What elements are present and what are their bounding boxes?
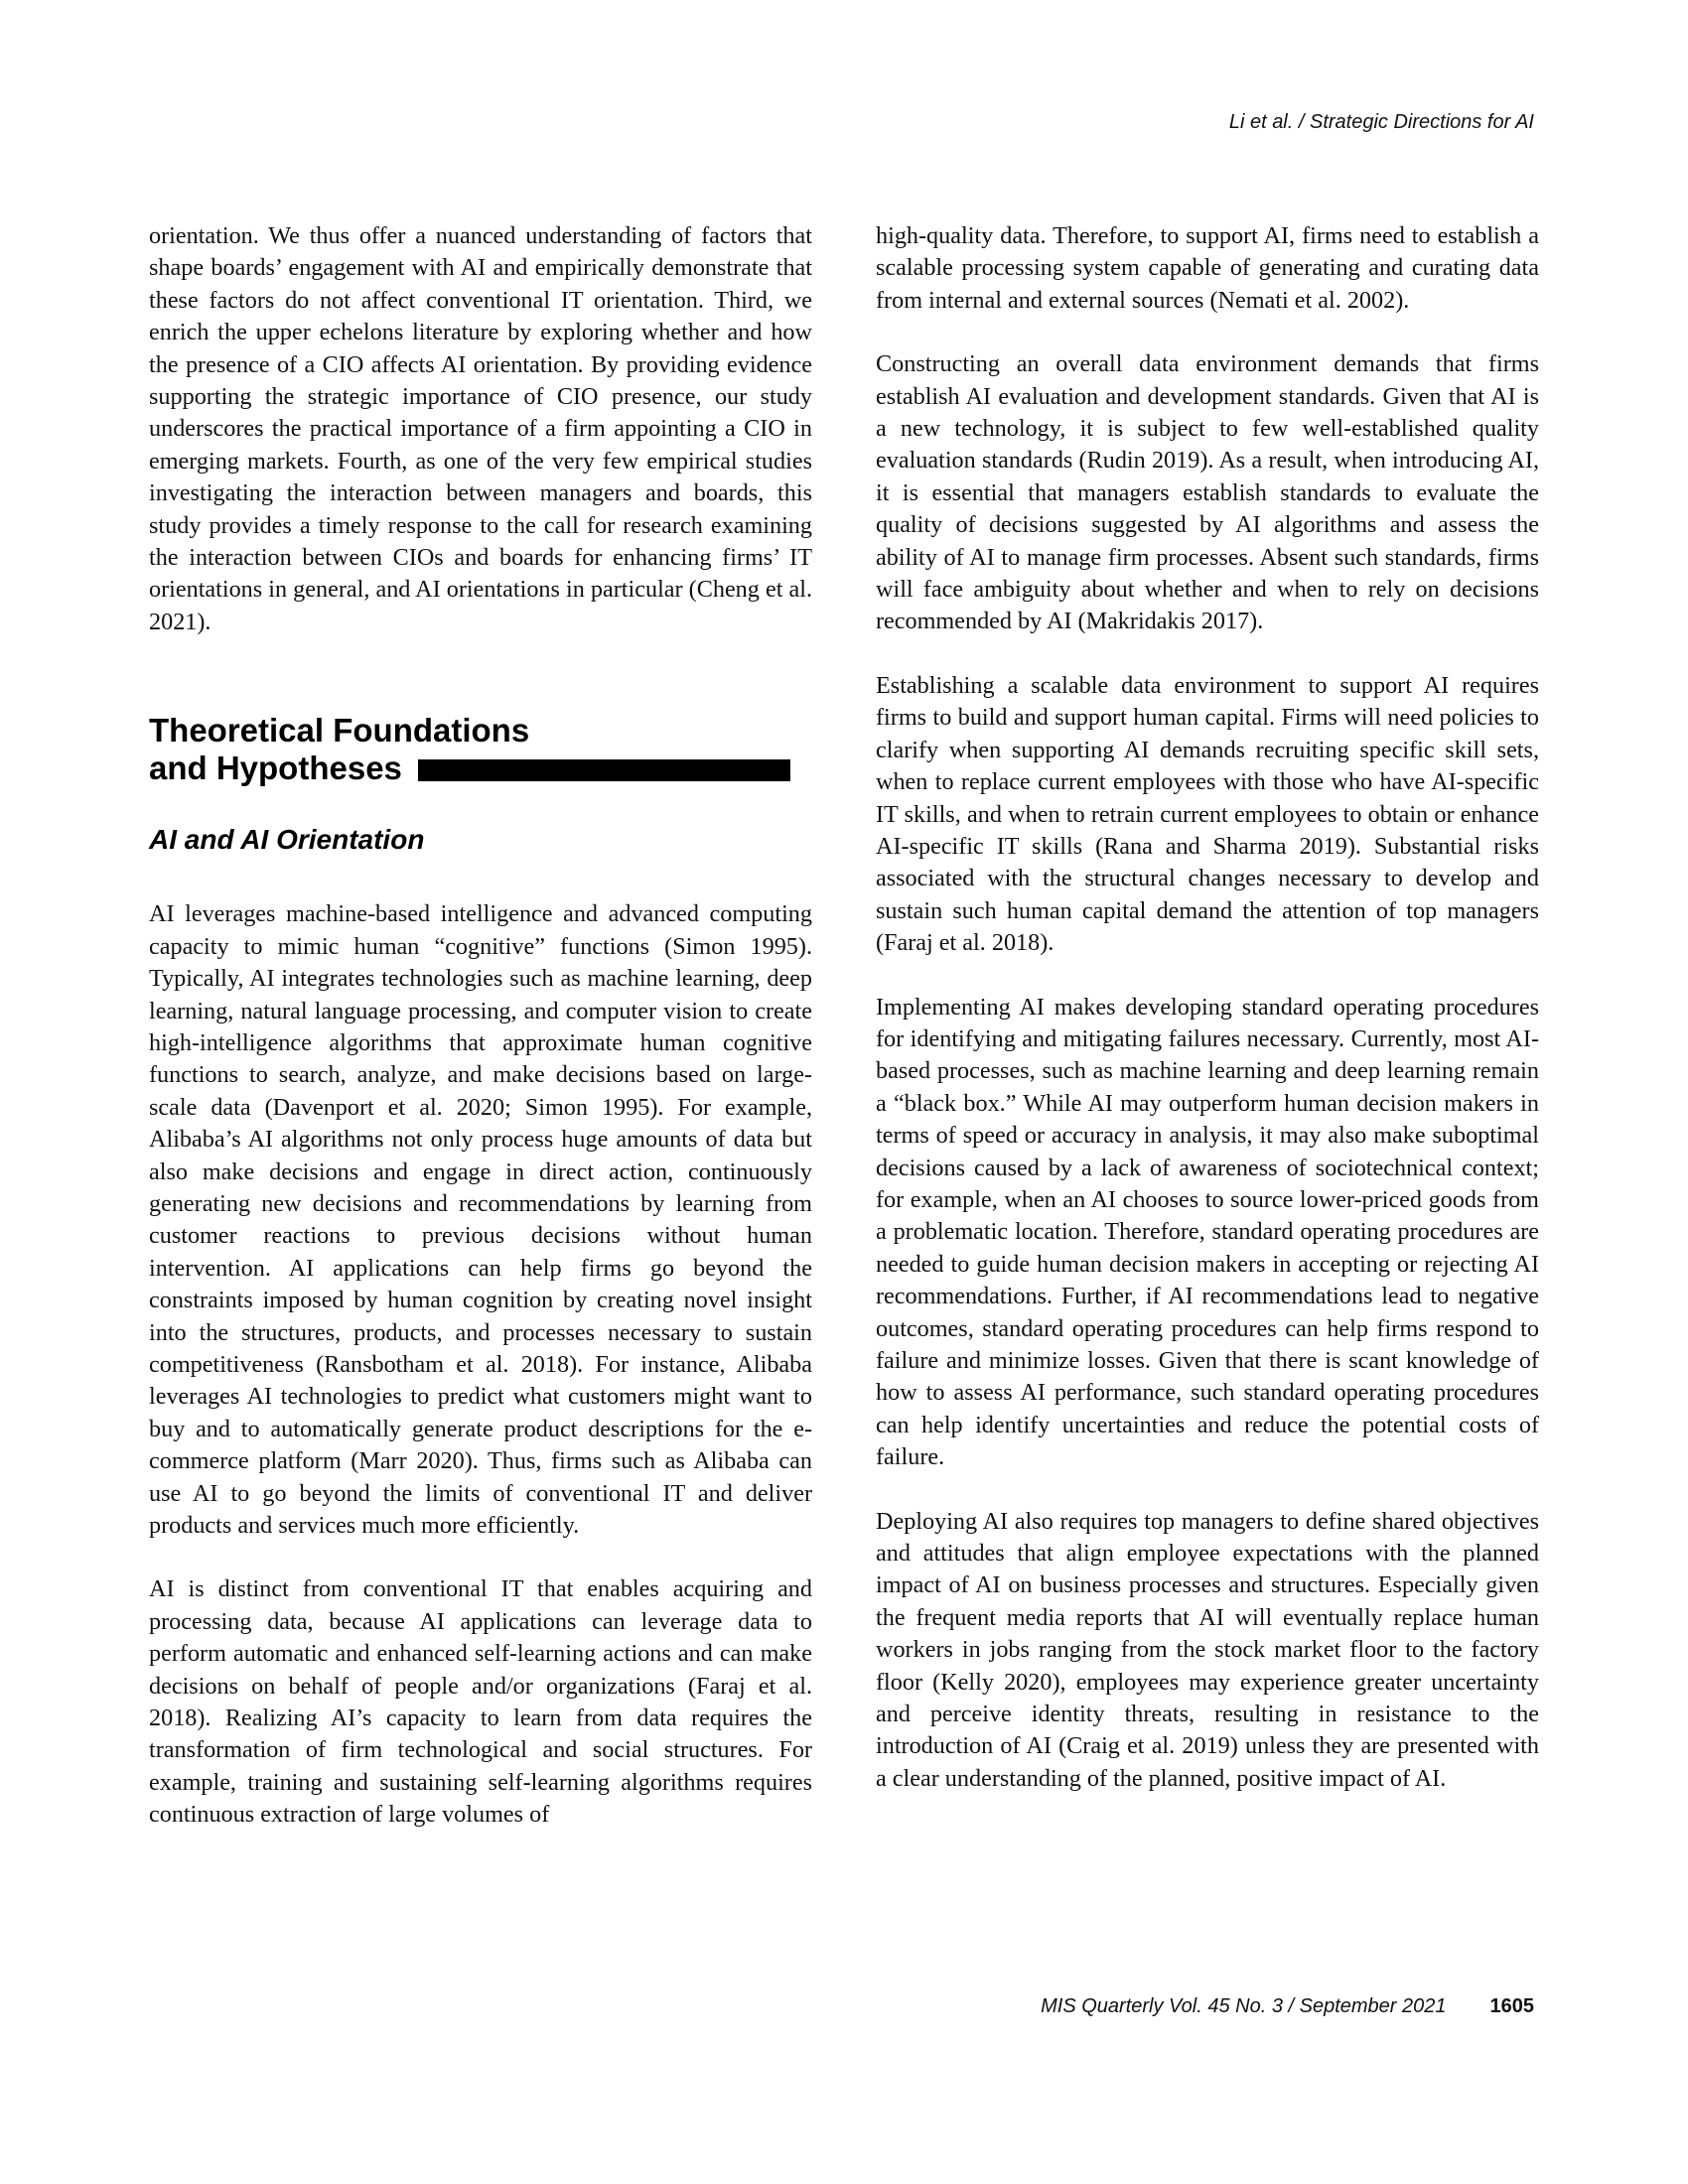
- body-paragraph-right-2: Constructing an overall data environment demands that firms establish AI evaluation and development standards. Given that AI is a new technology, it is subject to few well-established quality evaluation standards (Rudin 2019). As a result, when introducing AI, it is essential that managers establish standards to evaluate the quality of decisions suggested by AI algorithms and assess the ability of AI to manage firm processes. Absent such standards, firms will face ambiguity about whether and when to rely on decisions recommended by AI (Makridakis 2017).: [876, 350, 1539, 635]
- body-paragraph-right-4: Implementing AI makes developing standard operating procedures for identifying and mitigating failures necessary. Currently, most AI-based processes, such as machine learning and deep learning remain a “black box.” While AI may outperform human decision makers in terms of speed or accuracy in analysis, it may also make suboptimal decisions caused by a lack of awareness of sociotechnical context; for example, when an AI chooses to source lower-priced goods from a problematic location. Therefore, standard operating procedures are needed to guide human decision makers in accepting or rejecting AI recommendations. Further, if AI recommendations lead to negative outcomes, standard operating procedures can help firms respond to failure and minimize losses. Given that there is scant knowledge of how to assess AI performance, such standard operating procedures can help identify uncertainties and reduce the potential costs of failure.: [876, 993, 1539, 1471]
- page-footer: [1041, 1995, 1534, 2018]
- intro-paragraph: orientation. We thus offer a nuanced understanding of factors that shape boards’ engagement with AI and empirically demonstrate that these factors do not affect conventional IT orientation. Third, we enrich the upper echelons literature by exploring whether and how the presence of a CIO affects AI orientation. By providing evidence supporting the strategic importance of CIO presence, our study underscores the practical importance of a firm appointing a CIO in emerging markets. Fourth, as one of the very few empirical studies investigating the interaction between managers and boards, this study provides a timely response to the call for research examining the interaction between CIOs and boards for enhancing firms’ IT orientations in general, and AI orientations in particular (Cheng et al. 2021).: [149, 222, 812, 635]
- section-heading-line-2-text: and Hypotheses: [149, 750, 402, 787]
- journal-citation: MIS Quarterly Vol. 45 No. 3 / September 2021: [1041, 1995, 1447, 2017]
- right-column: [876, 220, 1539, 1827]
- body-paragraph-right-5: Deploying AI also requires top managers to define shared objectives and attitudes that align employee expectations with the planned impact of AI on business processes and structures. Especially given the frequent media reports that AI will eventually replace human workers in jobs ranging from the stock market floor to the factory floor (Kelly 2020), employees may experience greater uncertainty and perceive identity threats, resulting in resistance to the introduction of AI (Craig et al. 2019) unless they are presented with a clear understanding of the planned, positive impact of AI.: [876, 1507, 1539, 1792]
- section-heading-line-2: [149, 750, 812, 787]
- body-paragraph-left-1: AI leverages machine-based intelligence and advanced computing capacity to mimic human “cognitive” functions (Simon 1995). Typically, AI integrates technologies such as machine learning, deep learning, natural language processing, and computer vision to create high-intelligence algorithms that approximate human cognitive functions to search, analyze, and make decisions based on large-scale data (Davenport et al. 2020; Simon 1995). For example, Alibaba’s AI algorithms not only process huge amounts of data but also make decisions and engage in direct action, continuously generating new decisions and recommendations by learning from customer reactions to previous decisions without human intervention. AI applications can help firms go beyond the constraints imposed by human cognition by creating novel insight into the structures, products, and processes necessary to sustain competitiveness (Ransbotham et al. 2018). For instance, Alibaba leverages AI technologies to predict what customers might want to buy and to automatically generate product descriptions for the e-commerce platform (Marr 2020). Thus, firms such as Alibaba can use AI to go beyond the limits of conventional IT and deliver products and services much more efficiently.: [149, 900, 812, 1539]
- section-heading-line-1: Theoretical Foundations: [149, 712, 530, 750]
- page-number: 1605: [1489, 1995, 1534, 2017]
- subsection-heading: AI and AI Orientation: [149, 824, 425, 856]
- body-paragraph-right-1: high-quality data. Therefore, to support AI, firms need to establish a scalable processing system capable of generating and curating data from internal and external sources (Nemati et al. 2002).: [876, 222, 1539, 314]
- left-column: [149, 220, 812, 1863]
- section-heading: [149, 712, 812, 787]
- body-paragraph-right-3: Establishing a scalable data environment to support AI requires firms to build and support human capital. Firms will need policies to clarify when supporting AI demands recruiting specific skill sets, when to replace current employees with those who have AI-specific IT skills, and when to retrain current employees to obtain or enhance AI-specific IT skills (Rana and Sharma 2019). Substantial risks associated with the structural changes necessary to develop and sustain such human capital demand the attention of top managers (Faraj et al. 2018).: [876, 671, 1539, 957]
- body-paragraph-left-2: AI is distinct from conventional IT that enables acquiring and processing data, because AI applications can leverage data to perform automatic and enhanced self-learning actions and can make decisions on behalf of people and/or organizations (Faraj et al. 2018). Realizing AI’s capacity to learn from data requires the transformation of firm technological and social structures. For example, training and sustaining self-learning algorithms requires continuous extraction of large volumes of: [149, 1575, 812, 1829]
- heading-rule-bar: [418, 759, 790, 781]
- running-head: Li et al. / Strategic Directions for AI: [1228, 111, 1534, 133]
